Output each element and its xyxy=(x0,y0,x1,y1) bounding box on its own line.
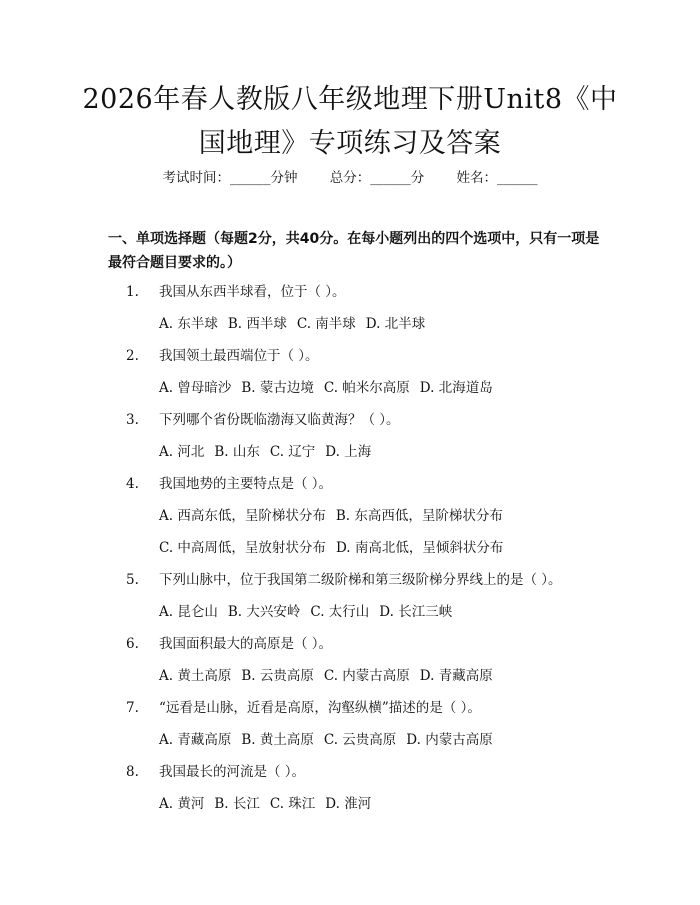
exam-time xyxy=(162,168,297,188)
option-b: B. 山东 xyxy=(214,444,260,460)
exam-time-unit: 分钟 xyxy=(270,170,298,186)
option-d: D. 内蒙古高原 xyxy=(406,732,493,748)
student-name-blank: ______ xyxy=(497,170,538,186)
question-5 xyxy=(126,570,562,590)
question-6-options xyxy=(159,666,503,686)
option-b: B. 蒙古边境 xyxy=(241,380,314,396)
option-c: C. 珠江 xyxy=(269,796,316,812)
question-4 xyxy=(126,474,332,494)
question-text: 我国最长的河流是（ ）。 xyxy=(159,764,306,780)
question-number: 8. xyxy=(126,764,139,780)
question-4-options-row-2 xyxy=(159,538,513,558)
option-b: B. 黄土高原 xyxy=(241,732,314,748)
option-d: D. 北海道岛 xyxy=(419,380,493,396)
question-number: 3. xyxy=(126,412,139,428)
option-c: C. 帕米尔高原 xyxy=(323,380,410,396)
question-text: 我国从东西半球看，位于（ ）。 xyxy=(159,284,346,300)
question-2 xyxy=(126,346,319,366)
option-b: B. 大兴安岭 xyxy=(227,604,301,620)
option-c: C. 中高周低，呈放射状分布 xyxy=(159,540,326,556)
exam-time-label: 考试时间： xyxy=(162,170,230,186)
option-c: C. 云贵高原 xyxy=(323,732,397,748)
question-text: 下列山脉中，位于我国第二级阶梯和第三级阶梯分界线上的是（ ）。 xyxy=(159,572,562,588)
option-a: A. 昆仑山 xyxy=(159,604,218,620)
total-score xyxy=(330,168,425,188)
option-c: C. 太行山 xyxy=(310,604,370,620)
option-c: C. 南半球 xyxy=(296,316,356,332)
option-a: A. 西高东低，呈阶梯状分布 xyxy=(159,508,326,524)
option-b: B. 东高西低，呈阶梯状分布 xyxy=(335,508,503,524)
student-name-label: 姓名： xyxy=(456,170,498,186)
exam-time-blank: ______ xyxy=(229,170,271,186)
option-a: A. 黄土高原 xyxy=(159,668,232,684)
question-number: 2. xyxy=(126,348,139,364)
option-a: A. 黄河 xyxy=(159,796,205,812)
option-d: D. 北半球 xyxy=(365,316,426,332)
question-text: 我国领土最西端位于（ ）。 xyxy=(159,348,319,364)
option-d: D. 长江三峡 xyxy=(379,604,453,620)
question-5-options xyxy=(159,602,462,622)
question-2-options xyxy=(159,378,503,398)
option-a: A. 河北 xyxy=(159,444,205,460)
title-line-1: 2026年春人教版八年级地理下册Unit8《中 xyxy=(82,84,618,115)
total-score-label: 总分： xyxy=(329,170,371,186)
question-number: 5. xyxy=(126,572,139,588)
question-7-options xyxy=(159,730,503,750)
question-number: 1. xyxy=(126,284,139,300)
question-text: 我国地势的主要特点是（ ）。 xyxy=(159,476,333,492)
option-b: B. 长江 xyxy=(214,796,260,812)
option-d: D. 青藏高原 xyxy=(419,668,493,684)
question-4-options-row-1 xyxy=(159,506,513,526)
question-1 xyxy=(126,282,346,302)
question-text: 下列哪个省份既临渤海又临黄海？（ ）。 xyxy=(159,412,400,428)
option-c: C. 内蒙古高原 xyxy=(323,668,410,684)
question-6 xyxy=(126,634,332,654)
student-name xyxy=(457,168,538,188)
option-d: D. 淮河 xyxy=(325,796,372,812)
question-8-options xyxy=(159,794,381,814)
total-score-unit: 分 xyxy=(410,170,425,186)
section-heading: 一、单项选择题（每题2分，共40分。在每小题列出的四个选项中，只有一项是最符合题目要求的。） xyxy=(108,231,600,271)
question-7 xyxy=(126,698,481,718)
option-a: A. 曾母暗沙 xyxy=(159,380,232,396)
option-d: D. 南高北低，呈倾斜状分布 xyxy=(335,540,504,556)
document-title xyxy=(60,78,640,166)
option-c: C. 辽宁 xyxy=(269,444,316,460)
question-3 xyxy=(126,410,400,430)
exam-meta xyxy=(0,168,700,188)
option-b: B. 云贵高原 xyxy=(241,668,314,684)
option-a: A. 青藏高原 xyxy=(159,732,232,748)
option-a: A. 东半球 xyxy=(159,316,218,332)
question-text: “远看是山脉，近看是高原，沟壑纵横”描述的是（ ）。 xyxy=(159,700,481,716)
question-number: 4. xyxy=(126,476,139,492)
option-d: D. 上海 xyxy=(325,444,372,460)
question-8 xyxy=(126,762,305,782)
option-b: B. 西半球 xyxy=(227,316,287,332)
title-line-2: 国地理》专项练习及答案 xyxy=(198,128,502,159)
question-text: 我国面积最大的高原是（ ）。 xyxy=(159,636,333,652)
question-number: 6. xyxy=(126,636,139,652)
question-number: 7. xyxy=(126,700,139,716)
total-score-blank: ______ xyxy=(370,170,411,186)
question-1-options xyxy=(159,314,435,334)
question-3-options xyxy=(159,442,381,462)
